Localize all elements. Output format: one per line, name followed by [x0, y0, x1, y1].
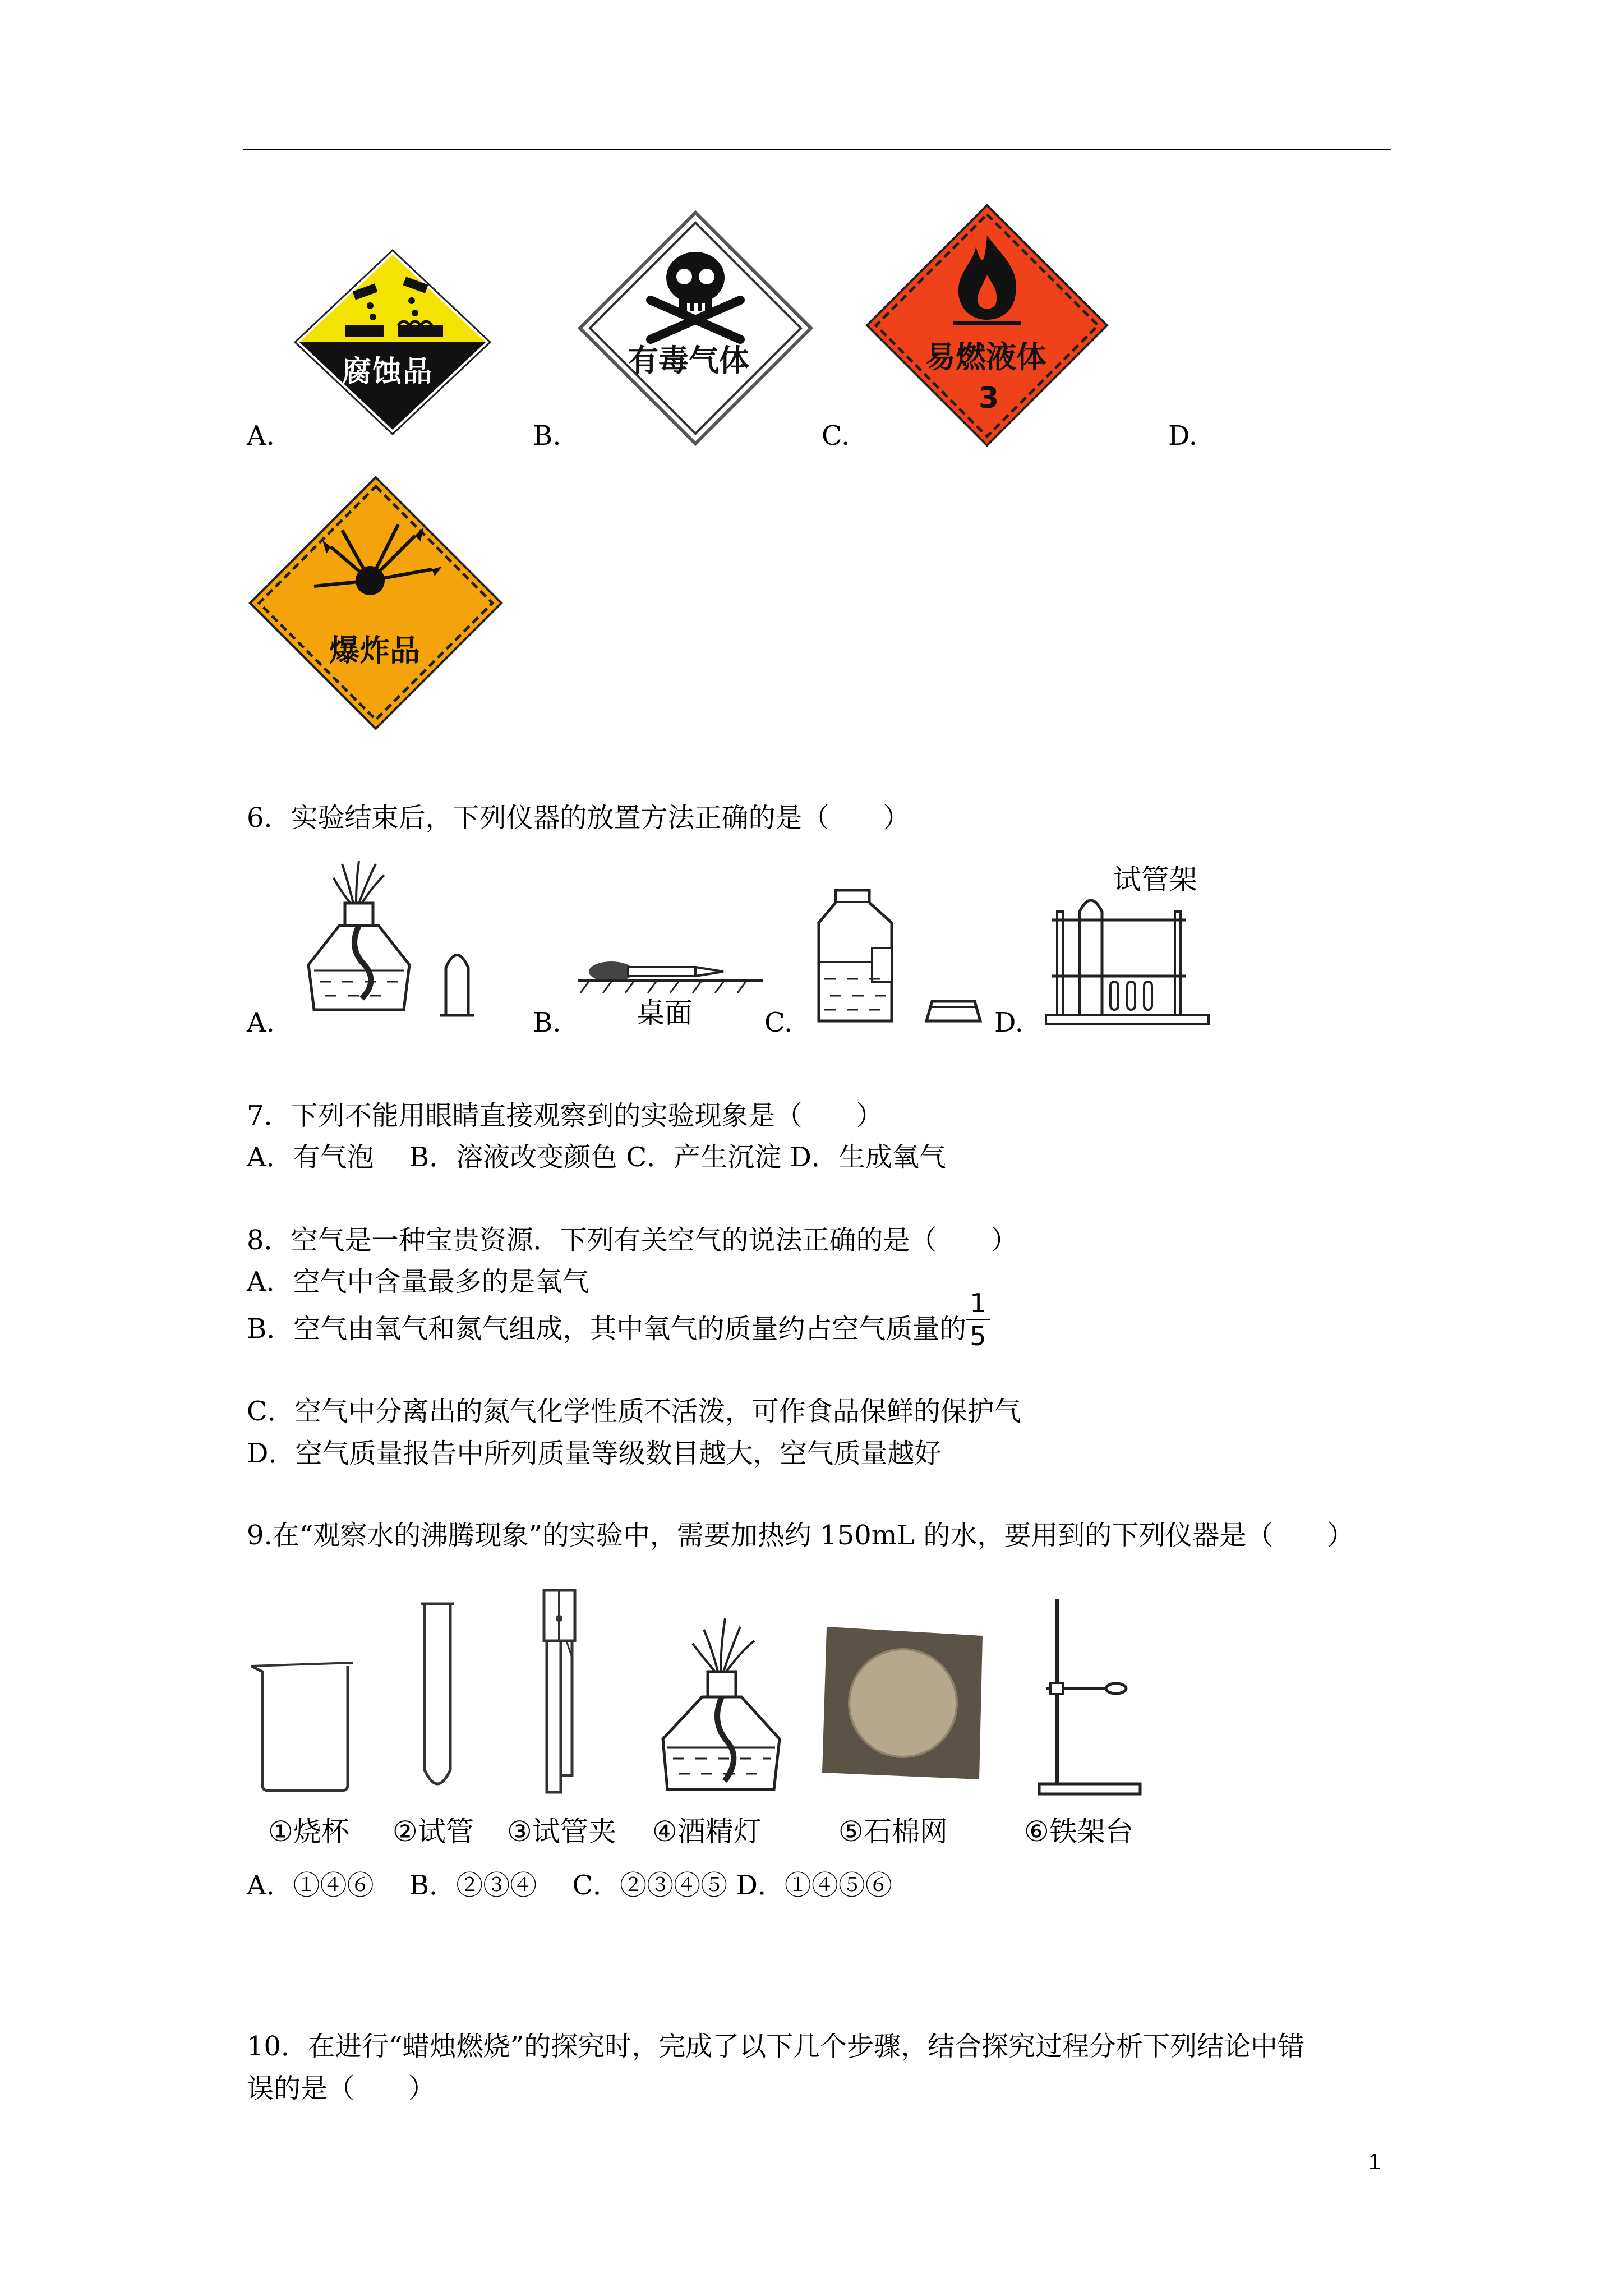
- alcohol-lamp-uncapped-image: [292, 858, 494, 1027]
- q8-stem: 8．空气是一种宝贵资源．下列有关空气的说法正确的是（ ）: [247, 1225, 1018, 1256]
- test-tube-clamp-image: [536, 1585, 592, 1798]
- desk-label: 桌面: [637, 997, 693, 1029]
- q10-stem-line2: 误的是（ ）: [247, 2073, 436, 2104]
- q8-option-c: C．空气中分离出的氮气化学性质不活泼，可作食品保鲜的保护气: [247, 1396, 1021, 1427]
- q6-option-d: D.: [994, 1007, 1024, 1038]
- option-a-label: A.: [247, 420, 275, 452]
- q9-options: A．①④⑥ B．②③④ C．②③④⑤ D．①④⑤⑥: [247, 1870, 892, 1901]
- test-tube-rack-label: 试管架: [1113, 863, 1197, 896]
- test-tube-image: [415, 1602, 460, 1798]
- fraction-numerator: 1: [966, 1287, 989, 1320]
- toxic-gas-sign-image: [578, 210, 813, 446]
- fraction-one-fifth: [966, 1287, 989, 1352]
- q8-option-a: A．空气中含量最多的是氧气: [247, 1266, 589, 1297]
- q6-option-c: C.: [764, 1007, 793, 1038]
- corrosive-sign-image: [292, 247, 494, 438]
- q7-stem: 7．下列不能用眼睛直接观察到的实验现象是（ ）: [247, 1100, 883, 1131]
- label-iron-stand: ⑥铁架台: [1024, 1815, 1133, 1848]
- label-alcohol-lamp: ④酒精灯: [652, 1815, 762, 1848]
- page-number: 1: [1368, 2150, 1381, 2174]
- toxic-gas-sign-label: 有毒气体: [628, 343, 749, 378]
- alcohol-lamp-image: [656, 1610, 791, 1795]
- flammable-class-number: 3: [979, 381, 999, 415]
- header-rule: [243, 149, 1391, 150]
- reagent-bottle-uncapped-image: [808, 889, 987, 1024]
- option-c-label: C.: [822, 420, 850, 452]
- q8-option-d: D．空气质量报告中所列质量等级数目越大，空气质量越好: [247, 1438, 942, 1469]
- q9-stem: 9.在“观察水的沸腾现象”的实验中，需要加热约 150mL 的水，要用到的下列仪器是（ ）: [247, 1520, 1354, 1551]
- explosive-sign-label: 爆炸品: [329, 633, 420, 668]
- q8-option-b: [247, 1288, 990, 1352]
- asbestos-gauze-image: [819, 1621, 987, 1784]
- explosive-sign-image: [247, 474, 505, 732]
- q6-option-b: B.: [533, 1007, 561, 1038]
- option-b-label: B.: [533, 420, 561, 452]
- beaker-image: [247, 1655, 370, 1795]
- test-tube-rack-image: [1040, 878, 1214, 1029]
- iron-stand-image: [1035, 1593, 1147, 1801]
- label-beaker: ①烧杯: [268, 1815, 349, 1848]
- fraction-denominator: 5: [970, 1321, 986, 1351]
- q6-stem: 6．实验结束后，下列仪器的放置方法正确的是（ ）: [247, 802, 910, 834]
- q6-option-a: A.: [247, 1007, 275, 1038]
- label-asbestos-gauze: ⑤石棉网: [838, 1815, 948, 1848]
- flammable-liquid-sign-label: 易燃液体: [925, 339, 1046, 375]
- label-test-tube-clamp: ③试管夹: [507, 1815, 616, 1848]
- q7-options: A．有气泡 B．溶液改变颜色 C．产生沉淀 D．生成氧气: [247, 1142, 946, 1173]
- q10-stem-line1: 10．在进行“蜡烛燃烧”的探究时，完成了以下几个步骤，结合探究过程分析下列结论中错: [247, 2031, 1305, 2062]
- corrosive-sign-label: 腐蚀品: [342, 355, 434, 389]
- label-test-tube: ②试管: [393, 1815, 474, 1848]
- q8-option-b-text: B．空气由氧气和氮气组成，其中氧气的质量约占空气质量的: [247, 1313, 967, 1345]
- option-d-label: D.: [1168, 420, 1198, 452]
